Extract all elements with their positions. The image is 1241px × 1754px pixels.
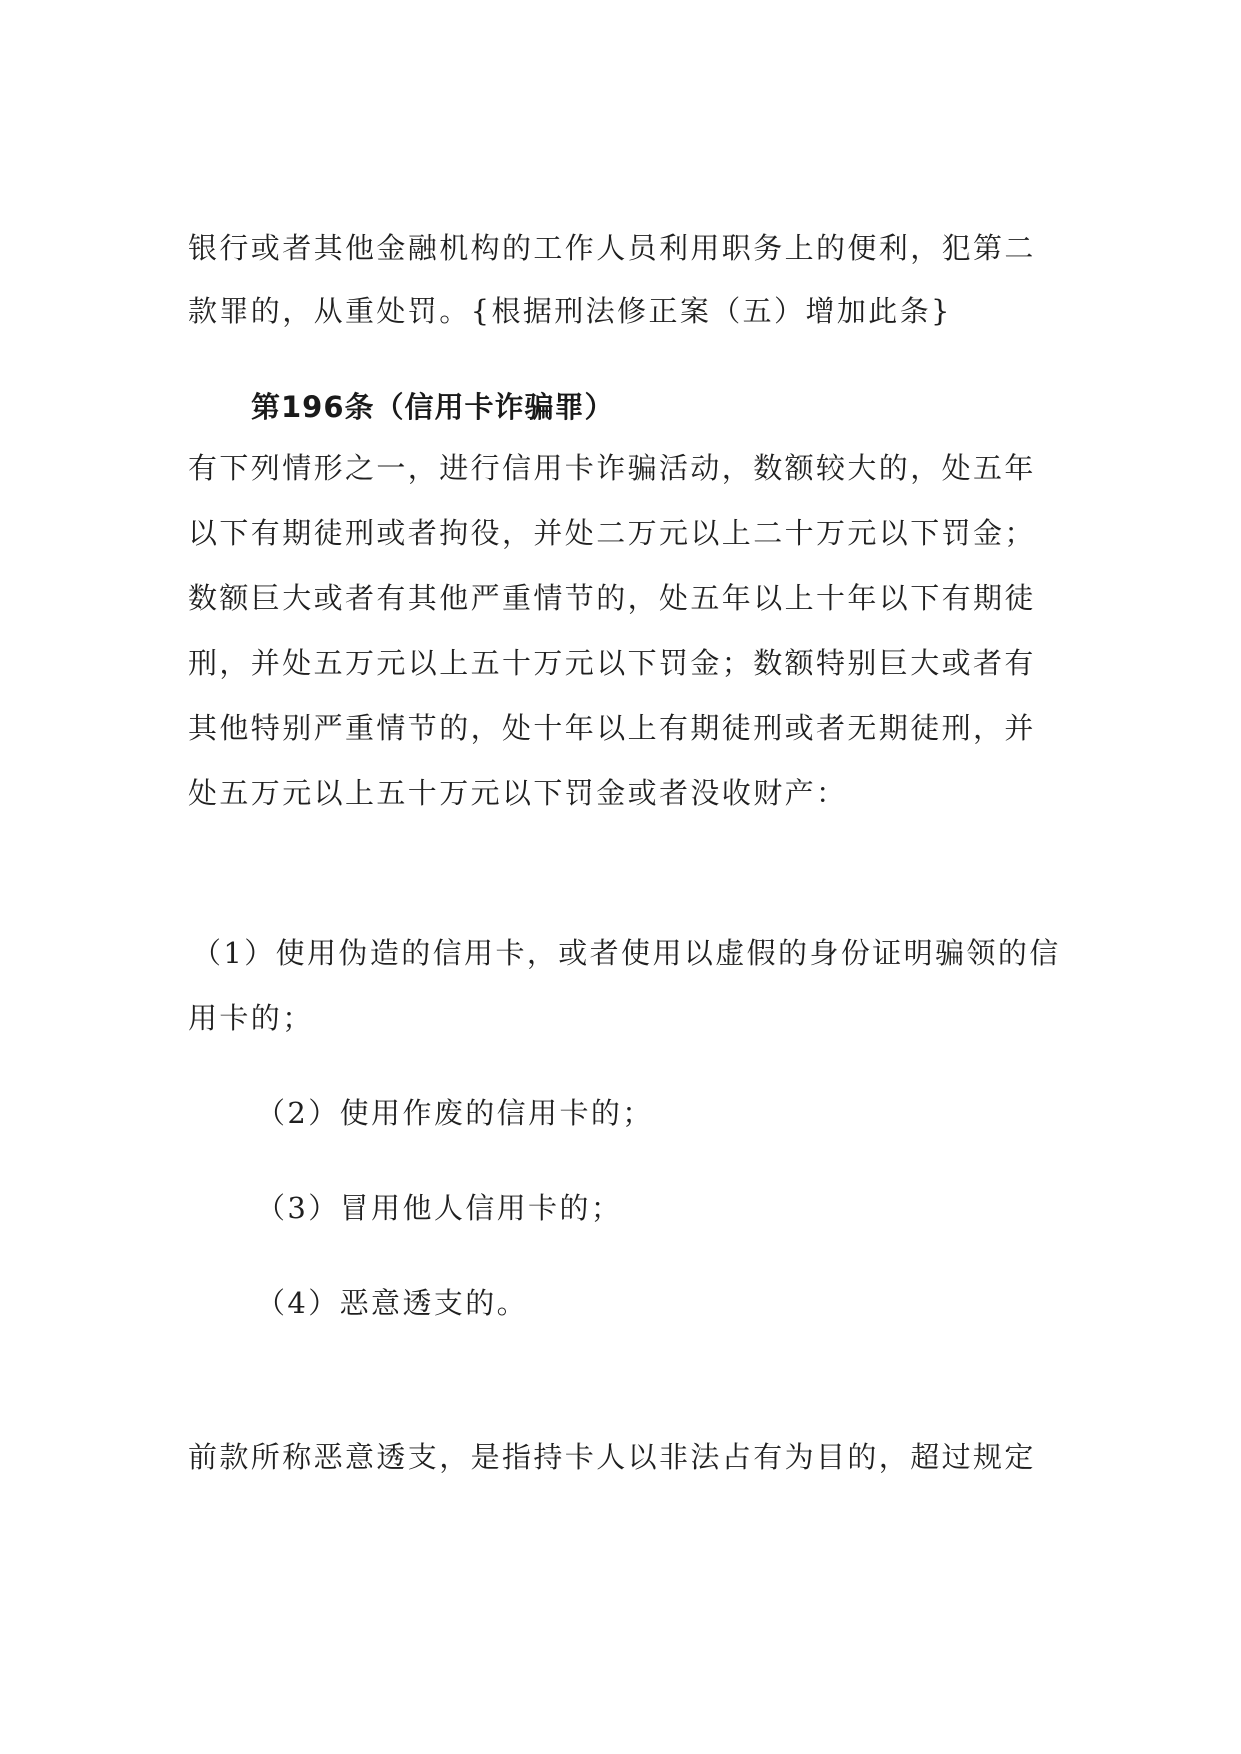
article-body-line-2: 以下有期徒刑或者拘役，并处二万元以上二十万元以下罚金； (188, 516, 1036, 550)
list-item-3: （3）冒用他人信用卡的； (256, 1191, 623, 1225)
list-item-1-line-1: （1）使用伪造的信用卡，或者使用以虚假的身份证明骗领的信 (192, 936, 1061, 970)
article-body-line-1: 有下列情形之一，进行信用卡诈骗活动，数额较大的，处五年 (188, 451, 1036, 485)
closing-line-1: 前款所称恶意透支，是指持卡人以非法占有为目的，超过规定 (188, 1440, 1036, 1474)
article-body-line-4: 刑，并处五万元以上五十万元以下罚金；数额特别巨大或者有 (188, 646, 1036, 680)
article-heading: 第196条（信用卡诈骗罪） (251, 390, 615, 424)
article-body-line-5: 其他特别严重情节的，处十年以上有期徒刑或者无期徒刑，并 (188, 711, 1036, 745)
list-item-2: （2）使用作废的信用卡的； (256, 1096, 654, 1130)
article-body-line-3: 数额巨大或者有其他严重情节的，处五年以上十年以下有期徒 (188, 581, 1036, 615)
list-item-1-line-2: 用卡的； (188, 1001, 314, 1035)
list-item-4: （4）恶意透支的。 (256, 1286, 529, 1320)
intro-line-2: 款罪的，从重处罚。{根据刑法修正案（五）增加此条} (188, 294, 952, 328)
intro-line-1: 银行或者其他金融机构的工作人员利用职务上的便利，犯第二 (188, 231, 1036, 265)
article-body-line-6: 处五万元以上五十万元以下罚金或者没收财产： (188, 776, 848, 810)
